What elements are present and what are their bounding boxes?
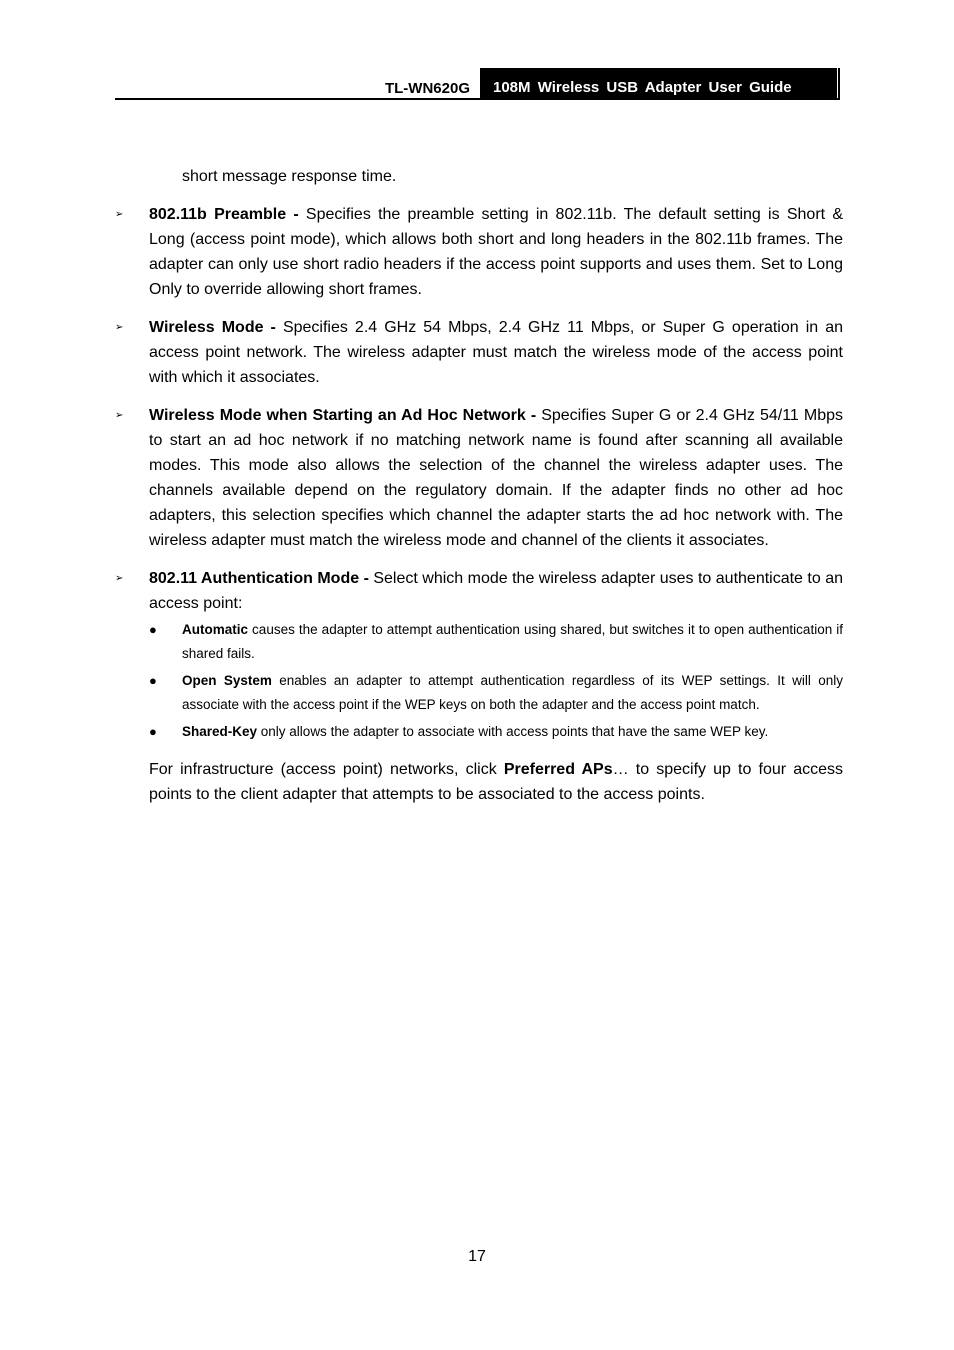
continuation-text: short message response time.	[182, 168, 397, 185]
page-body	[115, 164, 843, 807]
list-item	[149, 618, 843, 666]
auth-mode-term: Shared-Key	[182, 724, 258, 739]
setting-description: Select which mode the wireless adapter uses to authenticate to an access point:	[149, 570, 843, 612]
setting-item-adhoc-mode	[115, 403, 843, 553]
header-divider	[837, 68, 838, 98]
setting-description: Specifies 2.4 GHz 54 Mbps, 2.4 GHz 11 Mbps, or Super G operation in an access point network. The wireless adapter must match the wireless mode of the access point with which it associates.	[149, 319, 843, 386]
header-guide-title-text: 108M Wireless USB Adapter User Guide	[493, 79, 792, 96]
setting-description: Specifies the preamble setting in 802.11b. The default setting is Short & Long (access point mode), which allows both short and long headers in the 802.11b frames. The adapter can only use short radio headers if the access point supports and uses them. Set to Long Only to override allowing short frames.	[149, 206, 843, 298]
setting-term: Wireless Mode -	[149, 319, 276, 336]
closing-text-before: For infrastructure (access point) networks, click	[149, 761, 504, 778]
auth-mode-description: only allows the adapter to associate with access points that have the same WEP key.	[257, 724, 769, 739]
auth-mode-list	[149, 618, 843, 744]
setting-term: 802.11 Authentication Mode -	[149, 570, 369, 587]
page-header	[115, 68, 840, 100]
bullet-icon: ●	[149, 622, 157, 637]
auth-mode-description: enables an adapter to attempt authentication regardless of its WEP settings. It will only associate with the access point if the WEP keys on both the adapter and the access point match.	[182, 673, 844, 712]
header-guide-title	[480, 68, 840, 98]
arrow-bullet-icon: ➢	[115, 410, 124, 421]
list-item	[149, 720, 843, 744]
page-number: 17	[468, 1248, 486, 1265]
auth-mode-term: Automatic	[182, 622, 249, 637]
setting-item-authentication-mode	[115, 566, 843, 744]
closing-paragraph	[115, 757, 843, 807]
setting-item-preamble	[115, 202, 843, 302]
setting-term: Wireless Mode when Starting an Ad Hoc Network -	[149, 407, 537, 424]
arrow-bullet-icon: ➢	[115, 322, 124, 333]
preferred-aps-label: Preferred APs	[503, 761, 613, 778]
setting-item-wireless-mode	[115, 315, 843, 390]
bullet-icon: ●	[149, 724, 157, 739]
arrow-bullet-icon: ➢	[115, 209, 124, 220]
setting-description: Specifies Super G or 2.4 GHz 54/11 Mbps to start an ad hoc network if no matching network name is found after scanning all available modes. This mode also allows the selection of the channel the wireless adapter uses. The channels available depend on the regulatory domain. If the adapter finds no other ad hoc adapters, this selection specifies which channel the adapter starts the ad hoc network with. The wireless adapter must match the wireless mode and channel of the clients it associates.	[149, 407, 843, 549]
arrow-bullet-icon: ➢	[115, 573, 124, 584]
setting-term: 802.11b Preamble -	[149, 206, 299, 223]
auth-mode-term: Open System	[182, 673, 272, 688]
header-model: TL-WN620G	[384, 80, 470, 97]
closing-text-after: … to specify up to four access points to the client adapter that attempts to be associated to the access points.	[149, 761, 844, 803]
list-item	[149, 669, 843, 717]
auth-mode-description: causes the adapter to attempt authentication using shared, but switches it to open authentication if shared fails.	[182, 622, 843, 661]
bullet-icon: ●	[149, 673, 157, 688]
